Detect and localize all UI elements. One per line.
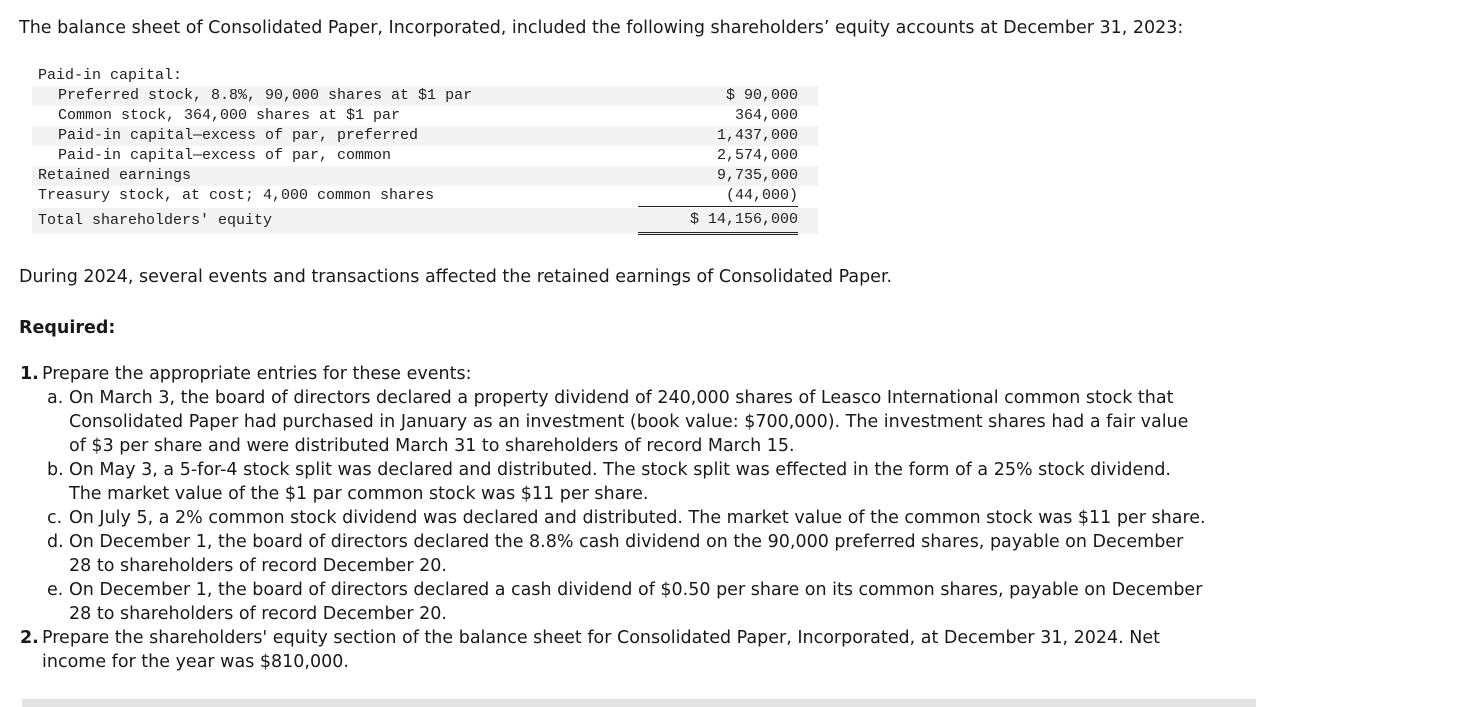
item-line: income for the year was $810,000. [42, 652, 349, 672]
answer-panel-edge [22, 699, 1256, 707]
subitem-line: On March 3, the board of directors declared a property dividend of 240,000 shares of Leasco International common stock that [69, 388, 1174, 408]
item-text: Prepare the appropriate entries for these events: [42, 364, 472, 384]
subitem-line: On December 1, the board of directors declared the 8.8% cash dividend on the 90,000 preferred shares, payable on December [69, 532, 1184, 552]
requirement-1 [20, 362, 1206, 386]
table-row [32, 186, 818, 206]
row-amount: 1,437,000 [716, 127, 798, 144]
subitem-letter: a. [47, 388, 64, 408]
item-number: 1. [20, 364, 39, 384]
table-row [32, 66, 818, 86]
row-label: Preferred stock, 8.8%, 90,000 shares at $1 par [58, 87, 473, 104]
total-amount: $ 14,156,000 [638, 208, 798, 235]
subitem-line: On December 1, the board of directors declared a cash dividend of $0.50 per share on its common shares, payable on December [69, 580, 1203, 600]
paid-in-capital-heading: Paid-in capital: [38, 67, 183, 84]
total-label: Total shareholders' equity [38, 212, 273, 229]
item-number: 2. [20, 628, 39, 648]
subitem-line: 28 to shareholders of record December 20. [69, 604, 447, 624]
row-label: Paid-in capital—excess of par, preferred [58, 127, 419, 144]
subitem-letter: c. [47, 508, 63, 528]
item-line: Prepare the shareholders' equity section of the balance sheet for Consolidated Paper, Incorporated, at December 31, 2024. Net [42, 628, 1160, 648]
intro-text: The balance sheet of Consolidated Paper, Incorporated, included the following shareholders’ equity accounts at December 31, 2023: [19, 18, 1184, 38]
total-row [32, 208, 818, 234]
table-row [32, 166, 818, 186]
subitem-line: On May 3, a 5-for-4 stock split was declared and distributed. The stock split was effected in the form of a 25% stock dividend. [69, 460, 1171, 480]
table-row [32, 106, 818, 126]
subitem-line: 28 to shareholders of record December 20. [69, 556, 447, 576]
row-label: Retained earnings [38, 167, 192, 184]
subitem-letter: b. [47, 460, 64, 480]
row-label: Paid-in capital—excess of par, common [58, 147, 392, 164]
table-row [32, 126, 818, 146]
requirement-2 [20, 626, 1206, 674]
requirements-list [20, 362, 1206, 674]
table-row [32, 146, 818, 166]
subitem-line: On July 5, a 2% common stock dividend was declared and distributed. The market value of the common stock was $11 per share. [69, 508, 1206, 528]
subitem-b [20, 458, 1206, 506]
subitem-a [20, 386, 1206, 458]
subitem-c [20, 506, 1206, 530]
row-amount: $ 90,000 [725, 87, 798, 104]
row-amount: 2,574,000 [716, 147, 798, 164]
required-heading: Required: [19, 318, 116, 338]
row-label: Common stock, 364,000 shares at $1 par [58, 107, 401, 124]
subitem-line: The market value of the $1 par common stock was $11 per share. [69, 484, 649, 504]
row-amount: 9,735,000 [716, 167, 798, 184]
table-row [32, 86, 818, 106]
subitem-line: of $3 per share and were distributed March 31 to shareholders of record March 15. [69, 436, 795, 456]
subitem-d [20, 530, 1206, 578]
row-label: Treasury stock, at cost; 4,000 common shares [38, 187, 435, 204]
subitem-letter: d. [47, 532, 64, 552]
events-paragraph: During 2024, several events and transactions affected the retained earnings of Consolidated Paper. [19, 267, 893, 287]
row-amount: (44,000) [638, 186, 798, 207]
balance-sheet-table [32, 66, 818, 234]
subitem-letter: e. [47, 580, 64, 600]
subitem-line: Consolidated Paper had purchased in January as an investment (book value: $700,000). The investment shares had a fair value [69, 412, 1189, 432]
subitem-e [20, 578, 1206, 626]
row-amount: 364,000 [734, 107, 798, 124]
